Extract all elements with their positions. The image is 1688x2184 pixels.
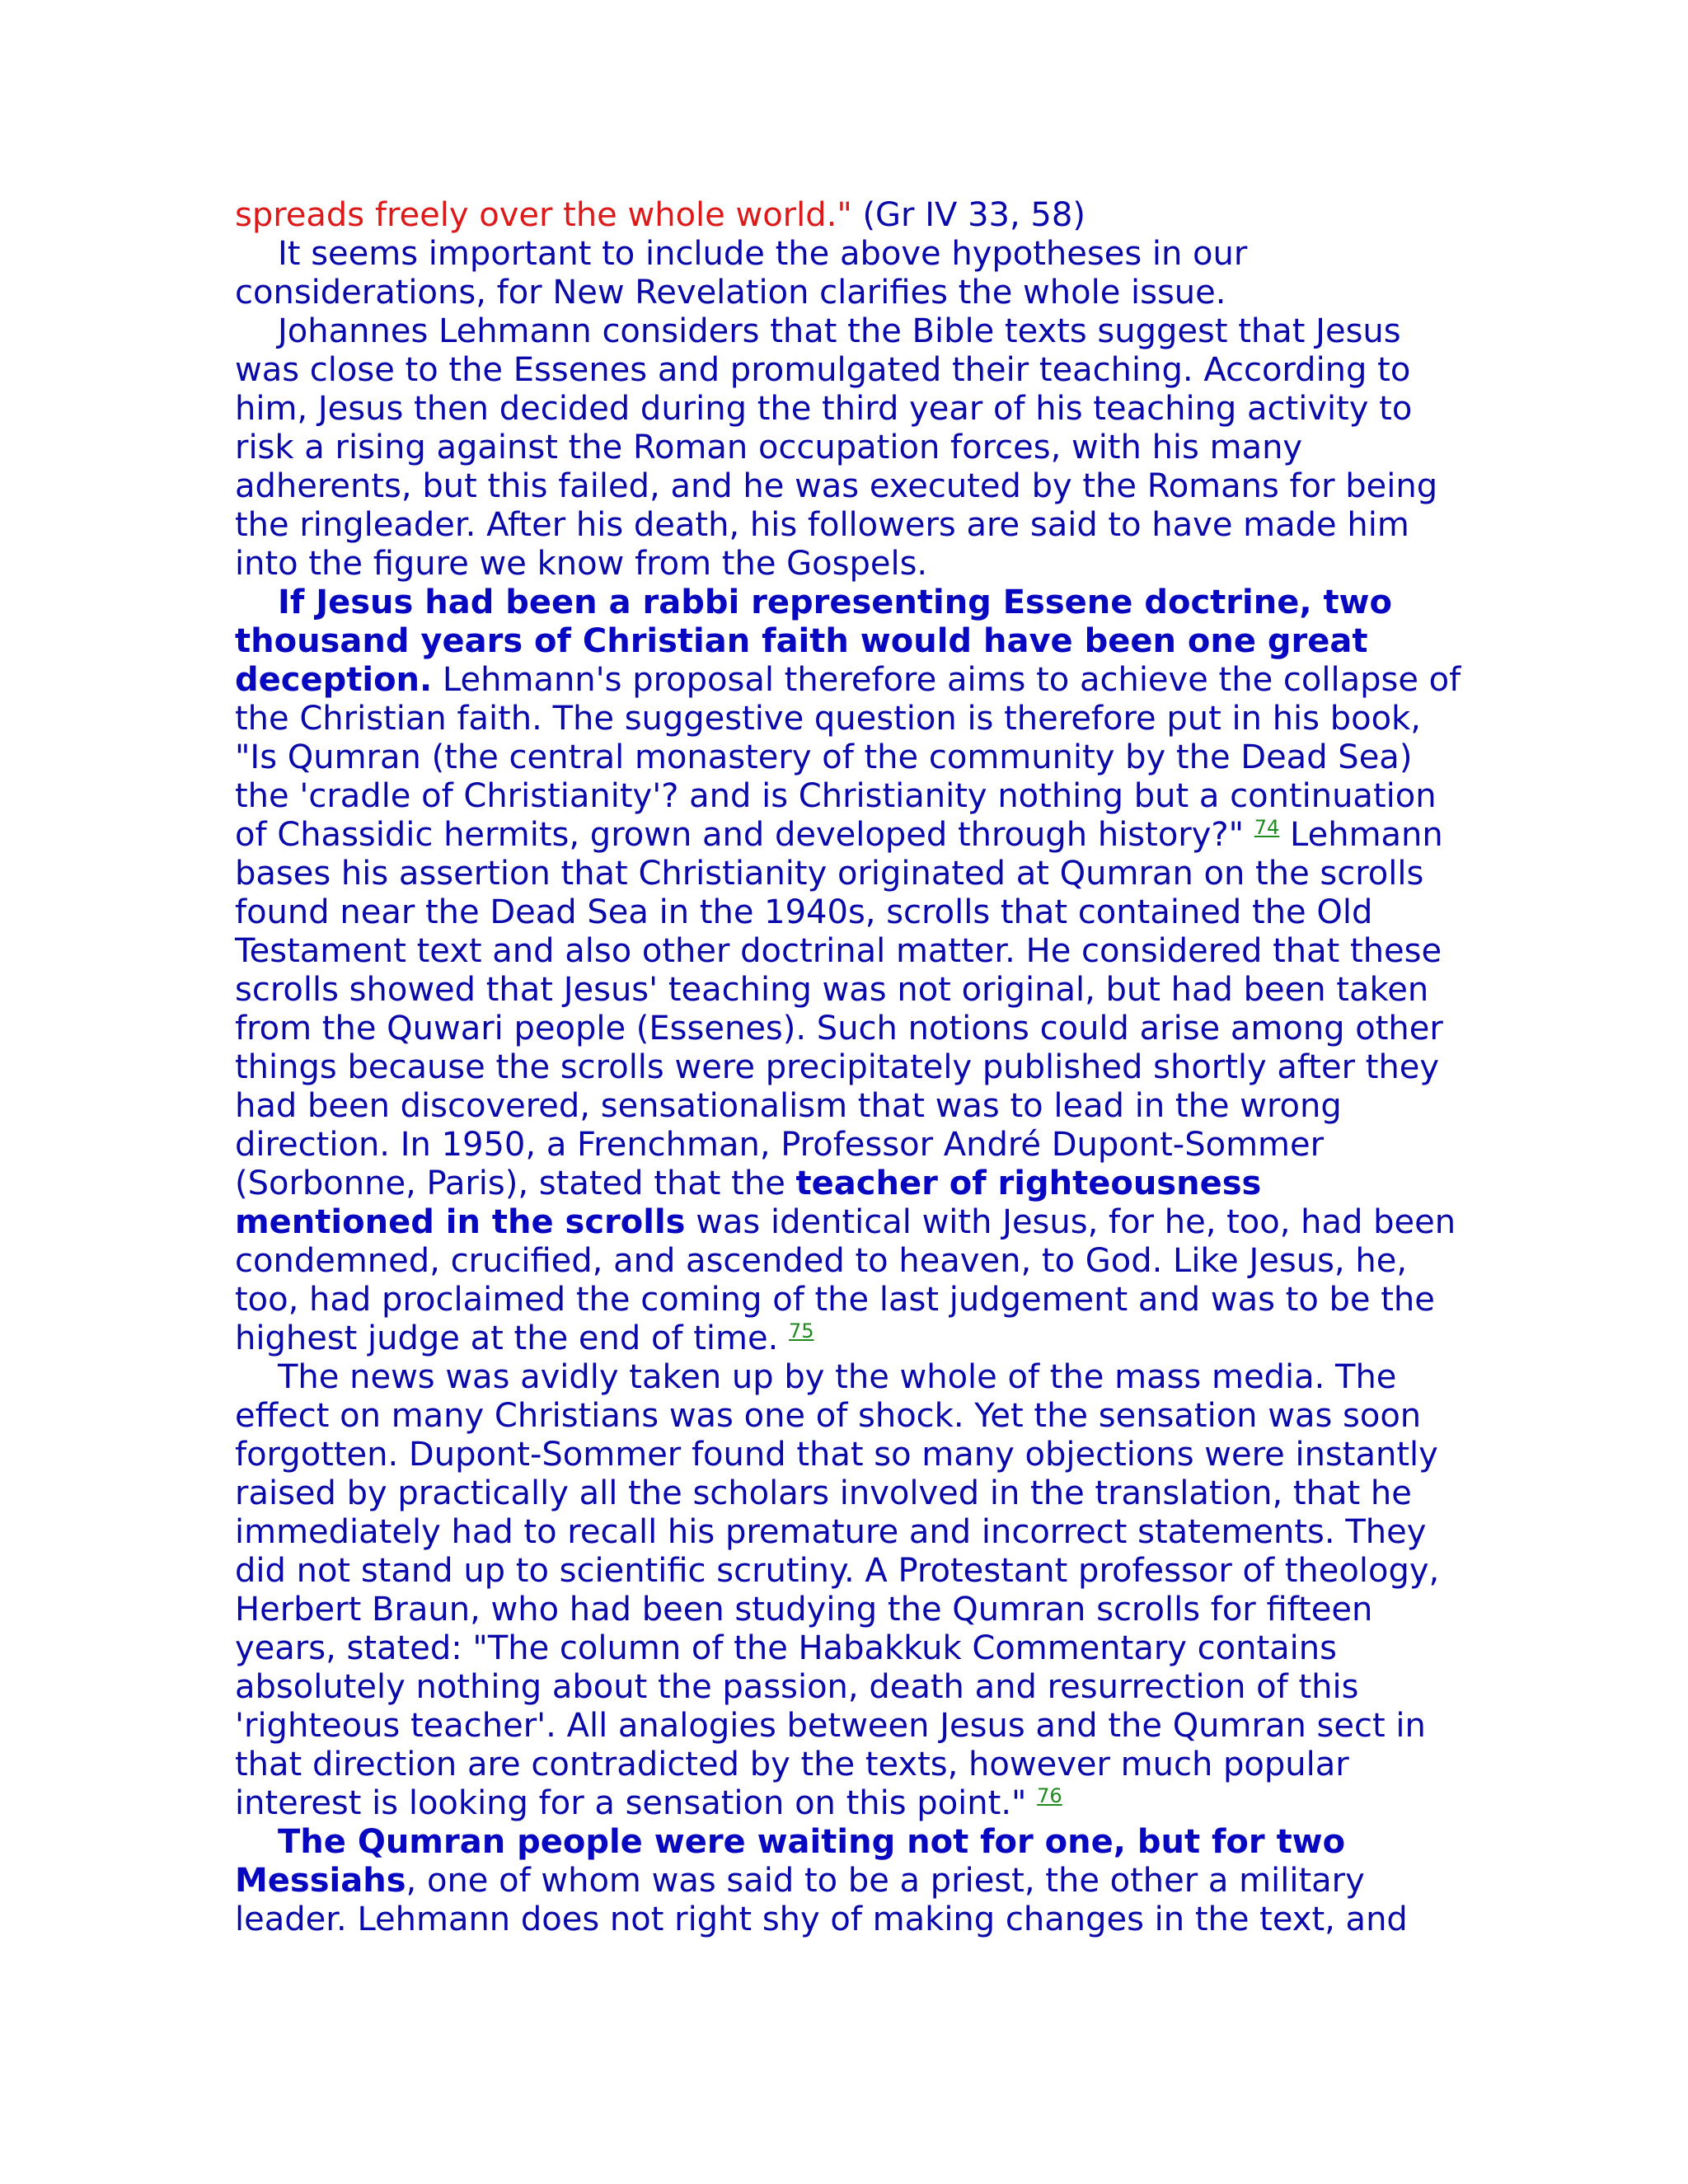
paragraph-quote-end (235, 196, 1471, 235)
footnote-link-75[interactable]: 75 (789, 1319, 814, 1343)
paragraph-two-messiahs (235, 1823, 1471, 1939)
quote-text: spreads freely over the whole world." (235, 196, 852, 234)
footnote-link-76[interactable]: 76 (1037, 1784, 1062, 1807)
paragraph-text: , one of whom was said to be a priest, the other a military leader. Lehmann does not right shy of making changes in the text, and (235, 1862, 1408, 1938)
paragraph-text: was identical with Jesus, for he, too, had been condemned, crucified, and ascended to heaven, to God. Like Jesus, he, too, had proclaimed the coming of the last judgement and was to be the highest judge at the end of time. (235, 1203, 1456, 1357)
footnote-link-74[interactable]: 74 (1254, 816, 1280, 839)
paragraph-text: Johannes Lehmann considers that the Bible texts suggest that Jesus was close to the Essenes and promulgated their teaching. According to him, Jesus then decided during the third year of his teaching activity to risk a rising against the Roman occupation forces, with his many adherents, but this failed, and he was executed by the Romans for being the ringleader. After his death, his followers are said to have made him into the figure we know from the Gospels. (235, 312, 1438, 583)
paragraph-text: It seems important to include the above hypotheses in our considerations, for New Revelation clarifies the whole issue. (235, 235, 1248, 312)
bold-lead-text: If Jesus had been a rabbi representing Essene doctrine, two thousand years of Christian faith would have been one great deception. (235, 583, 1392, 699)
quote-citation: (Gr IV 33, 58) (851, 196, 1085, 234)
paragraph-new-revelation (235, 235, 1471, 312)
paragraph-text: Lehmann bases his assertion that Christianity originated at Qumran on the scrolls found near the Dead Sea in the 1940s, scrolls that contained the Old Testament text and also other doctrinal matter. He considered that these scrolls showed that Jesus' teaching was not original, but had been taken from the Quwari people (Essenes). Such notions could arise among other things because the scrolls were precipitately published shortly after they had been discovered, sensationalism that was to lead in the wrong direction. In 1950, a Frenchman, Professor André Dupont-Sommer (Sorbonne, Paris), stated that the (235, 816, 1443, 1202)
paragraph-text: Lehmann's proposal therefore aims to achieve the collapse of the Christian faith. The suggestive question is therefore put in his book, "Is Qumran (the central monastery of the community by the Dead Sea) the 'cradle of Christianity'? and is Christianity nothing but a continuation of Chassidic hermits, grown and developed through history?" (235, 661, 1461, 854)
bold-inline-text: teacher of righteousness mentioned in the scrolls (235, 1165, 1262, 1241)
paragraph-text: The news was avidly taken up by the whole of the mass media. The effect on many Christians was one of shock. Yet the sensation was soon forgotten. Dupont-Sommer found that so many objections were instantly raised by practically all the scholars involved in the translation, that he immediately had to recall his premature and incorrect statements. They did not stand up to scientific scrutiny. A Protestant professor of theology, Herbert Braun, who had been studying the Qumran scrolls for fifteen years, stated: "The column of the Habakkuk Commentary contains absolutely nothing about the passion, death and resurrection of this 'righteous teacher'. All analogies between Jesus and the Qumran sect in that direction are contradicted by the texts, however much popular interest is looking for a sensation on this point." (235, 1358, 1440, 1822)
paragraph-qumran-hypothesis (235, 583, 1471, 1358)
paragraph-lehmann-essenes (235, 312, 1471, 583)
paragraph-mass-media (235, 1358, 1471, 1823)
document-page (235, 196, 1471, 1939)
bold-lead-text: The Qumran people were waiting not for one, but for two Messiahs (235, 1823, 1346, 1900)
